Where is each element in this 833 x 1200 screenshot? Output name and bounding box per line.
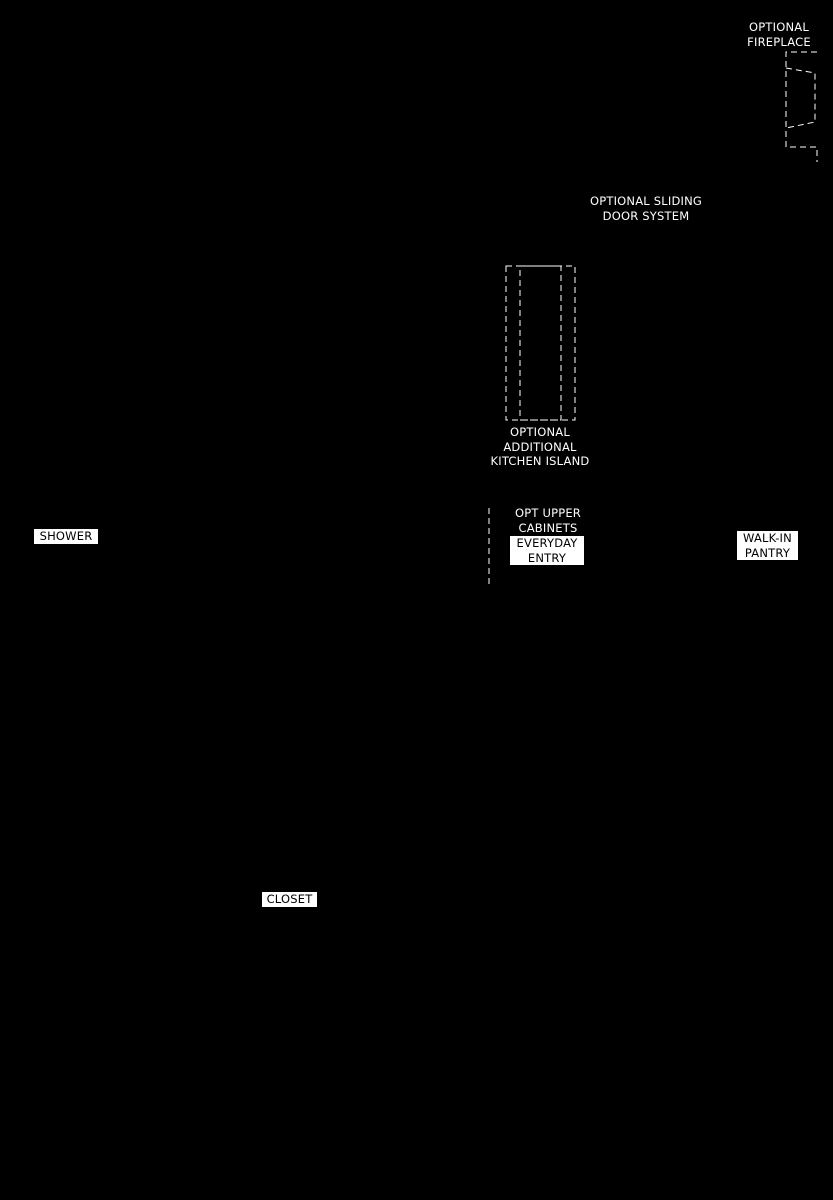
fireplace-outline [786,52,817,162]
optional-sliding-door-label: OPTIONAL SLIDING DOOR SYSTEM [589,194,703,223]
shower-label: SHOWER [34,529,98,544]
optional-fireplace-label: OPTIONAL FIREPLACE [747,20,811,49]
optional-kitchen-island-label: OPTIONAL ADDITIONAL KITCHEN ISLAND [490,425,590,468]
opt-upper-cabinets-label: OPT UPPER CABINETS [514,506,581,535]
everyday-entry-label: EVERYDAY ENTRY [510,536,584,565]
closet-label: CLOSET [262,892,317,907]
walk-in-pantry-label: WALK-IN PANTRY [737,531,798,560]
kitchen-island-inner [520,266,561,420]
kitchen-island-outer [506,266,575,420]
